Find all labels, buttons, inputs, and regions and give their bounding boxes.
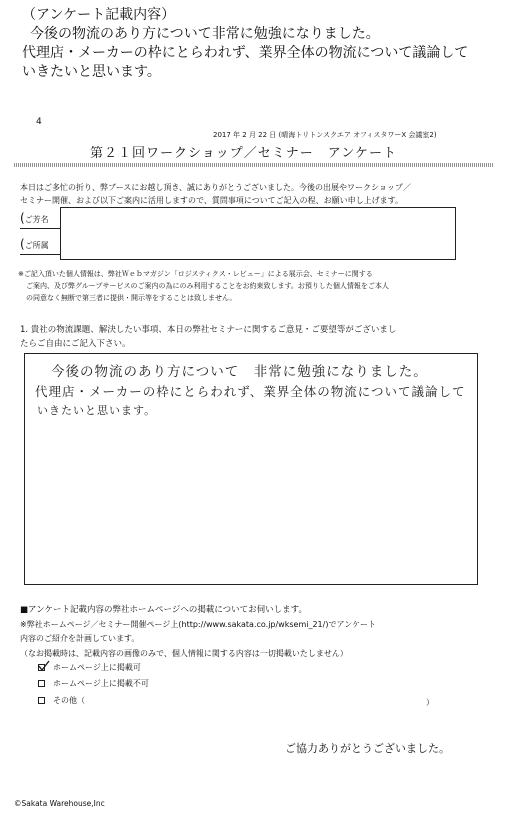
publication-line: 内容のご紹介を計画しています。 <box>20 634 140 643</box>
privacy-line: の同意なく無断で第三者に提供・開示等をすることは致しません。 <box>26 294 237 302</box>
checkmark-icon <box>38 660 50 672</box>
privacy-line: ※ご記入頂いた個人情報は、弊社Ｗｅｂマガジン「ロジスティクス・レビュー」による展示会、セミナーに関する <box>18 270 373 278</box>
intro-line: セミナー開催、および以下ご案内に活用しますので、質問事項についてご記入の程、お願い申し上げます。 <box>20 196 404 205</box>
handwritten-answer-line: いきたいと思います。 <box>37 404 157 417</box>
copyright: ©Sakata Warehouse,Inc <box>14 799 105 808</box>
question1-line: 1. 貴社の物流課題、解決したい事項、本日の弊社セミナーに関するご意見・ご要望等がございまし <box>20 325 397 335</box>
handwritten-answer-line: 代理店・メーカーの枠にとらわれず、業界全体の物流について議論して <box>35 384 466 399</box>
publication-line: ※弊社ホームページ／セミナー開催ページ上(http://www.sakata.co.jp/wksemi_21/)でアンケート <box>20 620 376 629</box>
question1-answer-box[interactable] <box>24 353 478 585</box>
name-field-label: (ご芳名 <box>20 211 49 225</box>
page-number: 4 <box>36 117 42 127</box>
option-publish-ng[interactable] <box>38 677 149 690</box>
typed-header-line: 今後の物流のあり方について非常に勉強になりました。 <box>30 26 380 42</box>
option-other[interactable] <box>38 694 85 707</box>
affiliation-underline <box>20 254 60 255</box>
publication-heading: ■アンケート記載内容の弊社ホームページへの掲載についてお伺いします。 <box>20 605 308 615</box>
checkbox-checked[interactable] <box>38 664 45 671</box>
name-underline <box>20 228 60 229</box>
typed-header-title: （アンケート記載内容） <box>22 7 176 23</box>
thanks-message: ご協力ありがとうございました。 <box>285 742 450 755</box>
event-info: 2017 年 2 月 22 日 (晴海トリトンスクエア オフィスタワーX 会議室2) <box>213 131 437 139</box>
question1-line: たらご自由にご記入下さい。 <box>20 339 131 349</box>
option-label: その他（ <box>53 696 85 705</box>
other-close-paren: ） <box>426 698 434 707</box>
form-title: 第２１回ワークショップ／セミナー アンケート <box>90 146 397 161</box>
publication-line: （なお掲載時は、記載内容の画像のみで、個人情報に関する内容は一切掲載いたしません） <box>20 649 348 658</box>
option-label: ホームページ上に掲載可 <box>53 663 141 672</box>
option-publish-ok[interactable] <box>38 661 141 674</box>
checkbox[interactable] <box>38 697 45 704</box>
privacy-note <box>18 268 389 304</box>
name-affiliation-box[interactable] <box>60 207 456 260</box>
checkbox[interactable] <box>38 680 45 687</box>
handwritten-answer-line: 今後の物流のあり方について 非常に勉強になりました。 <box>51 364 428 380</box>
privacy-line: ご案内、及び弊グループサービスのご案内の為にのみ利用することをお約束致します。お預りした個人情報をご本人 <box>26 282 389 290</box>
option-label: ホームページ上に掲載不可 <box>53 679 149 688</box>
title-divider <box>14 163 494 167</box>
typed-header-line: 代理店・メーカーの枠にとらわれず、業界全体の物流について議論して <box>22 45 469 61</box>
affiliation-field-label: (ご所属 <box>20 237 49 251</box>
typed-header-line: いきたいと思います。 <box>22 64 161 80</box>
intro-line: 本日はご多忙の折り、弊ブースにお越し頂き、誠にありがとうございました。今後の出展やワークショップ／ <box>20 183 411 192</box>
